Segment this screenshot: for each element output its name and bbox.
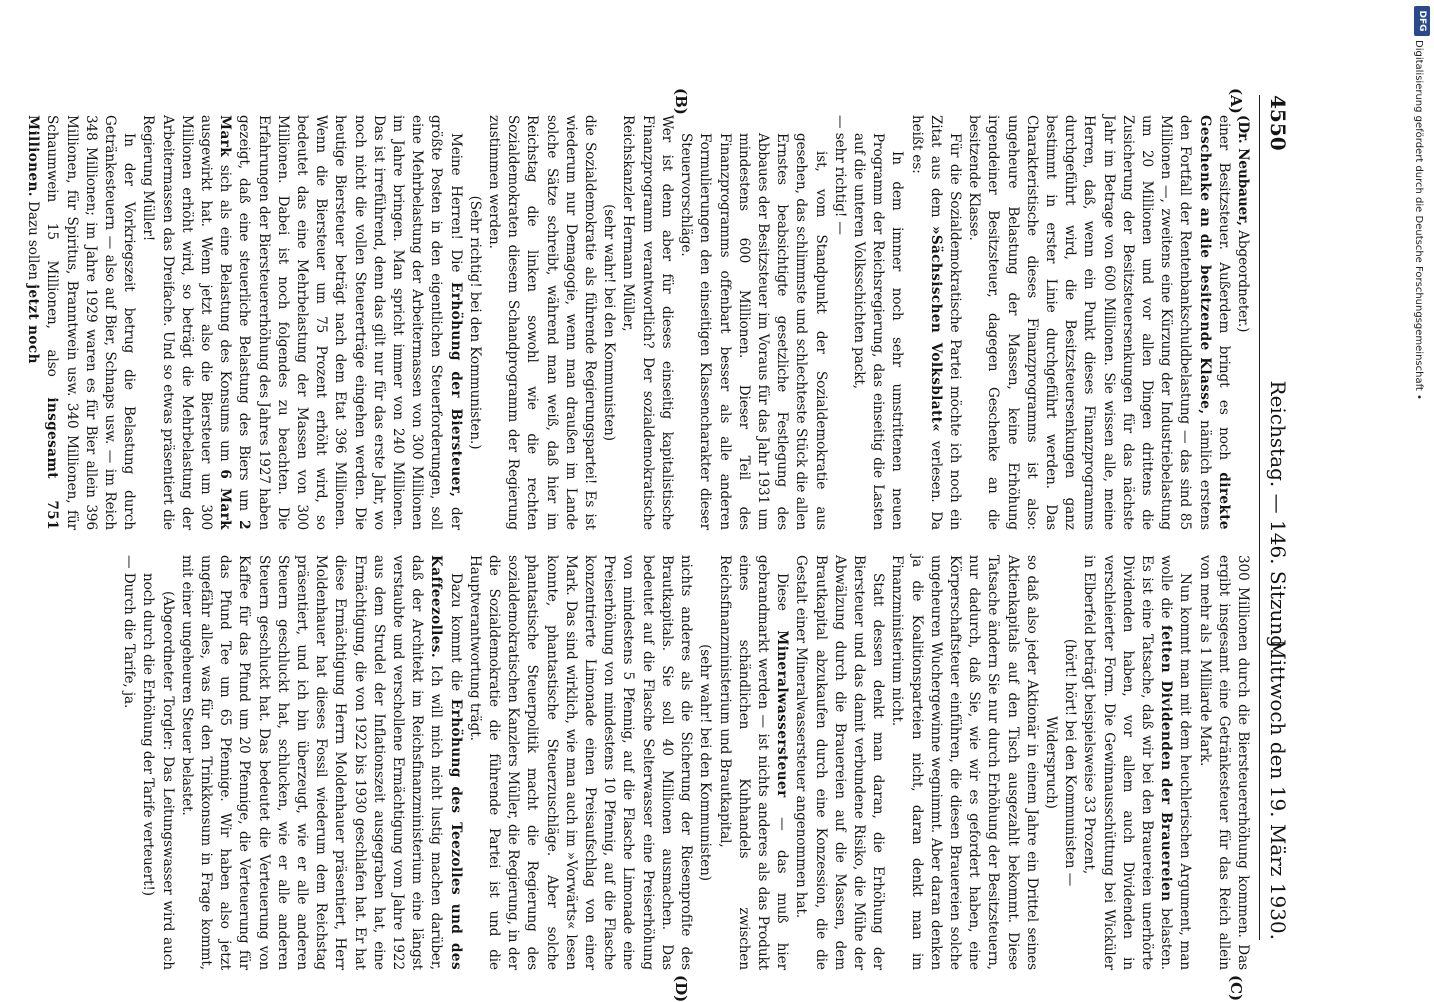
session-title: Reichstag. — 146. Sitzung. — [1266, 380, 1290, 655]
paragraph: Dazu kommt die Erhöhung des Teezolles und des Kaffeezolles. Ich will mich nicht lustig machen darüber, daß der Architekt im Reichsfinanzministerium eine längst verstaubte und verschollene Ermächtigung vom Jahre 1922 aus dem Strudel der Inflationszeit ausgegraben hat, eine Ermächtigung, die von 1922 bis 1930 geschlafen hat. Er hat diese Ermächtigung Herrn Moldenhauer präsentiert, Herr Moldenhauer hat dieses Fossil wiederum dem Reichstag präsentiert, und ich bin überzeugt, wie er alle anderen Steuern geschluckt hat, schlucken, wie er alle anderen Steuern geschluckt hat. Das bedeutet die Verteuerung von Kaffee für das Pfund um 20 Pfennige, die Verteuerung für das Pfund Tee um 65 Pfennige. Wir haben also jetzt ungefähr alles, was für den Trinkkonsum in Frage kommt, mit einer ungeheuren Steuer belastet. — [178, 555, 464, 970]
left-column — [23, 115, 1252, 530]
digitization-note-text: Digitalisierung gefördert durch die Deutsche Forschungsgemeinschaft • — [1413, 40, 1424, 400]
paragraph: Nun kommt man mit dem heuchlerischen Argument, man wolle die fetten Dividenden der Brauereien belasten. Es ist eine Tatsache, daß wir bei den Brauereien unerhörte Dividenden haben, vor allem auch Dividenden in verschleierter Form. Die Gewinnausschüttung bei Wicküler in Elberfeld beträgt beispielsweise 33 Prozent, — [1081, 555, 1194, 970]
speaker-role: Abgeordneter.) — [1235, 225, 1251, 333]
quotation: ist, vom Standpunkt der Sozialdemokratie aus gesehen, das schlimmste und schlechteste Stück die allen Ernstes beabsichtigte gesetzliche Festlegung des Abbaues der Besitzsteuer im Voraus für das Jahr 1931 um mindestens 600 Millionen. Dieser Teil des Finanzprogramms offenbart besser als alle anderen Formulierungen den einseitigen Klassencharakter dieser Steuervorschläge. — [678, 133, 829, 530]
right-column — [119, 555, 1252, 970]
interjection: (sehr wahr! bei den Kommunisten) — [601, 204, 618, 441]
paragraph: so daß also jeder Aktionär in einem Jahre ein Drittel seines Aktienkapitals auf den Tisch ausgezahlt bekommt. Diese Tatsache ändern Sie nur durch Erhöhung der Besitzsteuern, nur dadurch, daß Sie, wie wir es gefordert haben, eine Körperschaftsteuer einführen, die diesen Brauereien solche ungeheuren Wuchergewinne wegnimmt. Aber daran denken ja die Koalitionsparteien nicht, daran denkt man im Finanzministerium nicht. — [889, 555, 1040, 970]
page-header — [1259, 95, 1292, 940]
paragraph: Wer ist denn aber für dieses einseitig kapitalistische Finanzprogramm verantwortlich? Der sozialdemokratische Reichskanzler Hermann Müller, — [620, 115, 675, 530]
paragraph: — Durch die Tarife, ja. — [121, 555, 138, 709]
interjection: Widerspruch) — [1042, 716, 1059, 809]
quotation: In dem immer noch sehr umstrittenen neuen Programm der Reichsregierung, das einseitig die Lasten auf die unteren Volksschichten packt, — [850, 133, 906, 530]
dfg-logo — [1414, 6, 1430, 36]
margin-mark-c: (C) — [1227, 975, 1245, 1002]
paragraph: die Sozialdemokratie als führende Regierungspartei! Es ist wiederum nur Demagogie, wenn man draußen im Lande solche Sätze schreibt, während man weiß, daß hier im Reichstag die linken sowohl wie die rechten Sozialdemokraten diesem Schandprogramm der Regierung zustimmen werden. — [486, 115, 599, 530]
paragraph: In der Vorkriegszeit betrug die Belastung durch Getränkesteuern — also auf Bier, Schnaps usw. — im Reich 348 Millionen; im Jahre 1929 waren es für Bier allein 396 Millionen, für Spiritus, Branntwein usw. 340 Millionen, für Schaumwein 15 Millionen, also insgesamt 751 Millionen. Dazu sollen jetzt noch — [25, 115, 138, 530]
margin-mark-b: (B) — [672, 88, 690, 115]
margin-mark-d: (D) — [672, 975, 690, 1002]
paragraph: einer Besitzsteuer. Außerdem bringt es noch direkte Geschenke an die besitzende Klasse, nämlich erstens den Fortfall der Rentenbankschuldbelastung — das sind 85 Millionen —, zweitens eine Kürzung der Industriebelastung um 20 Millionen und vor allen Dingen drittens die Zusicherung der Besitzsteuersenkungen für das nächste Jahr im Betrage von 600 Millionen. Sie wissen alle, meine Herren, daß, wenn ein Punkt dieses Finanzprogramms durchgeführt wird, die Besitzsteuersenkungen ganz bestimmt in erster Linie durchgeführt werden. Das Charakteristische dieses Finanzprogramms ist also: ungeheure Belastung der Massen, keine Erhöhung irgendeiner Besitzsteuer, dagegen Geschenke an die besitzende Klasse. — [966, 115, 1232, 530]
interjection: — sehr richtig! — — [831, 115, 848, 235]
paragraph: Meine Herren! Die Erhöhung der Biersteuer, der größte Posten in den eigentlichen Steuerforderungen, soll eine Mehrbelastung der Arbeitermassen von 300 Millionen im Jahre bringen. Man spricht immer von 240 Millionen. Das ist irreführend, denn das gilt nur für das erste Jahr, wo noch nicht die vollen Steuererträge eingehen werden. Die heutige Biersteuer beträgt nach dem Etat 396 Millionen. Wenn die Biersteuer um 75 Prozent erhöht wird, so bedeutet das eine Mehrbelastung der Massen von 300 Millionen. Dabei ist noch folgendes zu beachten. Die Erfahrungen der Biersteuererhöhung des Jahres 1927 haben gezeigt, daß eine steuerliche Belastung des Biers um 2 Mark sich als eine Belastung des Konsums um 6 Mark ausgewirkt hat. Wenn jetzt also die Biersteuer um 300 Millionen erhöht wird, so beträgt die Mehrbelastung der Arbeitermassen das Dreifache. Und so etwas präsentiert die Regierung Müller! — [140, 115, 464, 531]
digitization-note — [1408, 40, 1428, 760]
paragraph: Für die Sozialdemokratische Partei möchte ich noch ein Zitat aus dem »Sächsischen Volksblatt« verlesen. Da heißt es: — [908, 115, 963, 530]
dfg-logo-text: DFG — [1417, 10, 1427, 32]
session-date: Mittwoch den 19. März 1930. — [1266, 639, 1290, 940]
paragraph: 300 Millionen durch die Biersteuererhöhung kommen. Das ergibt insgesamt eine Getränkesteuer für das Reich allein von mehr als 1 Milliarde Mark. — [1196, 555, 1251, 970]
interjection: (sehr wahr! bei den Kommunisten) — [697, 644, 714, 881]
interjection: (Sehr richtig! bei den Kommunisten.) — [466, 195, 483, 450]
interjection: (hört! hört! bei den Kommunisten — — [1062, 638, 1079, 887]
paragraph: nichts anderes als die Sicherung der Riesenprofite des Brautkapitals. Sie soll 40 Millionen ausmachen. Das bedeutet auf die Flasche Selterwasser eine Preiserhöhung von mindestens 5 Pfennig, auf die Flasche Limonade eine Preiserhöhung von mindestens 10 Pfennig, auf die Flasche konzentrierte Limonade einen Preisaufschlag von einer Mark. Das sind wirklich, wie man auch im »Vorwärts« lesen konnte, phantastische Steuerzuschläge. Aber solche phantastische Steuerpolitik macht die Regierung des sozialdemokratischen Kanzlers Müller, die Regierung, in der die Sozialdemokratie die führende Partei ist und die Hauptverantwortung trägt. — [466, 555, 695, 970]
paragraph: Statt dessen denkt man daran, die Erhöhung der Biersteuer und das damit verbundene Risiko, die Mühe der Abwälzung durch die Brauereien auf die Massen, dem Brautkapital abzukaufen durch eine Konzession, die die Gestalt einer Mineralwassersteuer angenommen hat. — [793, 555, 887, 970]
paragraph: Diese Mineralwassersteuer — das muß hier gebrandmarkt werden — ist nichts anderes als das Produkt eines schändlichen Kuhhandels zwischen Reichsfinanzministerium und Brautkapital, — [716, 555, 791, 970]
page-number: 4550 — [1266, 95, 1290, 151]
interjection: (Abgeordneter Torgler: Das Leitungswasser wird auch noch durch die Erhöhung der Tarife verteuert!) — [140, 573, 176, 970]
speaker-name: (Dr. Neubauer, — [1235, 115, 1251, 226]
speaker-line — [1233, 115, 1252, 530]
margin-mark-a: (A) — [1227, 88, 1245, 114]
